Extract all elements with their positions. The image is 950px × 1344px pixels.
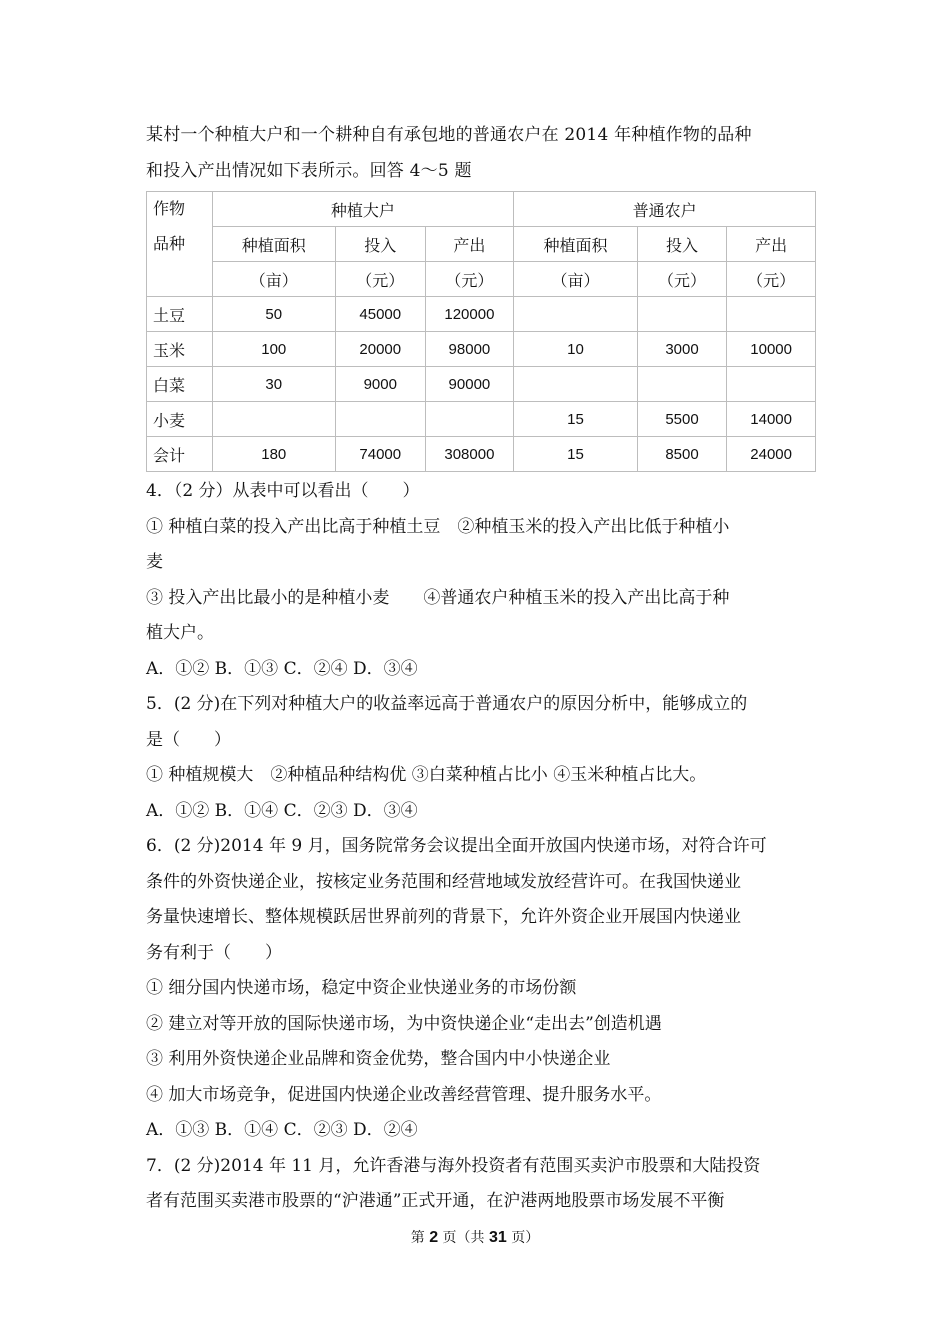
table-row (147, 402, 816, 437)
col-output-unit: （元） (425, 262, 514, 297)
crop-cell: 会计 (147, 437, 213, 472)
group-large-header: 种植大户 (212, 192, 514, 227)
small-output-cell (727, 297, 816, 332)
col-area-header: 种植面积 (212, 227, 335, 262)
footer-total-pages: 31 (489, 1229, 507, 1246)
small-output-cell: 10000 (727, 332, 816, 367)
large-area-cell: 180 (212, 437, 335, 472)
page-footer (0, 1228, 950, 1248)
large-output-cell: 120000 (425, 297, 514, 332)
col-input-unit: （元） (637, 262, 727, 297)
table-subheader-row (147, 227, 816, 262)
page-content (146, 118, 816, 1220)
crop-cell: 土豆 (147, 297, 213, 332)
col-output-header: 产出 (727, 227, 816, 262)
question-4-stem: 4．（2 分）从表中可以看出（ ） (146, 481, 420, 501)
question-6-stem: 6．(2 分)2014 年 9 月，国务院常务会议提出全面开放国内快递市场，对符合许可 (146, 836, 767, 856)
large-input-cell: 74000 (335, 437, 425, 472)
question-6-option: ③ 利用外资快递企业品牌和资金优势，整合国内中小快递企业 (146, 1049, 611, 1069)
small-input-cell: 8500 (637, 437, 727, 472)
questions-block (146, 474, 816, 1220)
intro-line: 某村一个种植大户和一个耕种自有承包地的普通农户在 2014 年种植作物的品种 (146, 125, 752, 145)
table-unit-row (147, 262, 816, 297)
small-area-cell: 15 (514, 402, 637, 437)
crop-cell: 白菜 (147, 367, 213, 402)
large-area-cell: 30 (212, 367, 335, 402)
question-6-option: ④ 加大市场竞争，促进国内快递企业改善经营管理、提升服务水平。 (146, 1084, 662, 1105)
table-total-row (147, 437, 816, 472)
intro-line: 和投入产出情况如下表所示。回答 4～5 题 (146, 160, 472, 181)
col-input-header: 投入 (335, 227, 425, 262)
col-output-header: 产出 (425, 227, 514, 262)
question-4-option-line: 麦 (146, 552, 163, 572)
large-output-cell: 98000 (425, 332, 514, 367)
crop-header-cell (147, 192, 213, 297)
large-input-cell: 9000 (335, 367, 425, 402)
large-area-cell: 100 (212, 332, 335, 367)
col-area-unit: （亩） (514, 262, 637, 297)
question-6-option: ① 细分国内快递市场，稳定中资企业快递业务的市场份额 (146, 978, 577, 998)
large-output-cell: 308000 (425, 437, 514, 472)
table-row (147, 297, 816, 332)
small-area-cell (514, 367, 637, 402)
question-5-choices: A．①② B．①④ C．②③ D．③④ (146, 800, 418, 821)
footer-suffix: 页） (511, 1230, 540, 1246)
col-area-unit: （亩） (212, 262, 335, 297)
small-output-cell (727, 367, 816, 402)
table-row (147, 332, 816, 367)
small-output-cell: 14000 (727, 402, 816, 437)
question-5-stem: 是（ ） (146, 729, 231, 750)
question-4-option-line: ③ 投入产出比最小的是种植小麦 ④普通农户种植玉米的投入产出比高于种 (146, 587, 730, 608)
question-6-option: ② 建立对等开放的国际快递市场，为中资快递企业“走出去”创造机遇 (146, 1013, 662, 1034)
large-input-cell: 45000 (335, 297, 425, 332)
question-4-option-line: 植大户。 (146, 623, 214, 643)
question-6-choices: A．①③ B．①④ C．②③ D．②④ (146, 1120, 418, 1140)
small-area-cell: 10 (514, 332, 637, 367)
small-input-cell: 3000 (637, 332, 727, 367)
large-input-cell: 20000 (335, 332, 425, 367)
footer-page-number: 2 (429, 1229, 439, 1246)
small-output-cell: 24000 (727, 437, 816, 472)
small-input-cell (637, 367, 727, 402)
col-output-unit: （元） (727, 262, 816, 297)
question-5-options: ① 种植规模大 ②种植品种结构优 ③白菜种植占比小 ④玉米种植占比大。 (146, 765, 707, 785)
crop-cell: 玉米 (147, 332, 213, 367)
footer-mid: 页（共 (442, 1230, 485, 1246)
question-5-stem: 5．(2 分)在下列对种植大户的收益率远高于普通农户的原因分析中，能够成立的 (146, 694, 748, 714)
crop-table (146, 191, 816, 472)
question-4-option-line: ① 种植白菜的投入产出比高于种植土豆 ②种植玉米的投入产出比低于种植小 (146, 516, 730, 537)
question-4-choices: A．①② B．①③ C．②④ D．③④ (146, 658, 418, 679)
small-input-cell (637, 297, 727, 332)
crop-cell: 小麦 (147, 402, 213, 437)
crop-header-2: 品种 (153, 234, 186, 253)
table-row (147, 367, 816, 402)
large-area-cell: 50 (212, 297, 335, 332)
large-output-cell: 90000 (425, 367, 514, 402)
question-6-stem: 务有利于（ ） (146, 942, 282, 963)
question-6-stem: 务量快速增长、整体规模跃居世界前列的背景下，允许外资企业开展国内快递业 (146, 907, 741, 927)
question-7-stem: 7．(2 分)2014 年 11 月，允许香港与海外投资者有范围买卖沪市股票和大陆投资 (146, 1155, 761, 1176)
intro-paragraph (146, 118, 816, 189)
small-area-cell (514, 297, 637, 332)
col-input-header: 投入 (637, 227, 727, 262)
col-input-unit: （元） (335, 262, 425, 297)
footer-prefix: 第 (410, 1230, 425, 1246)
small-input-cell: 5500 (637, 402, 727, 437)
group-small-header: 普通农户 (514, 192, 816, 227)
question-6-stem: 条件的外资快递企业，按核定业务范围和经营地域发放经营许可。在我国快递业 (146, 871, 741, 892)
crop-header-1: 作物 (153, 199, 186, 218)
small-area-cell: 15 (514, 437, 637, 472)
col-area-header: 种植面积 (514, 227, 637, 262)
large-area-cell (212, 402, 335, 437)
question-7-stem: 者有范围买卖港市股票的“沪港通”正式开通，在沪港两地股票市场发展不平衡 (146, 1191, 725, 1211)
large-output-cell (425, 402, 514, 437)
large-input-cell (335, 402, 425, 437)
table-header-row (147, 192, 816, 227)
